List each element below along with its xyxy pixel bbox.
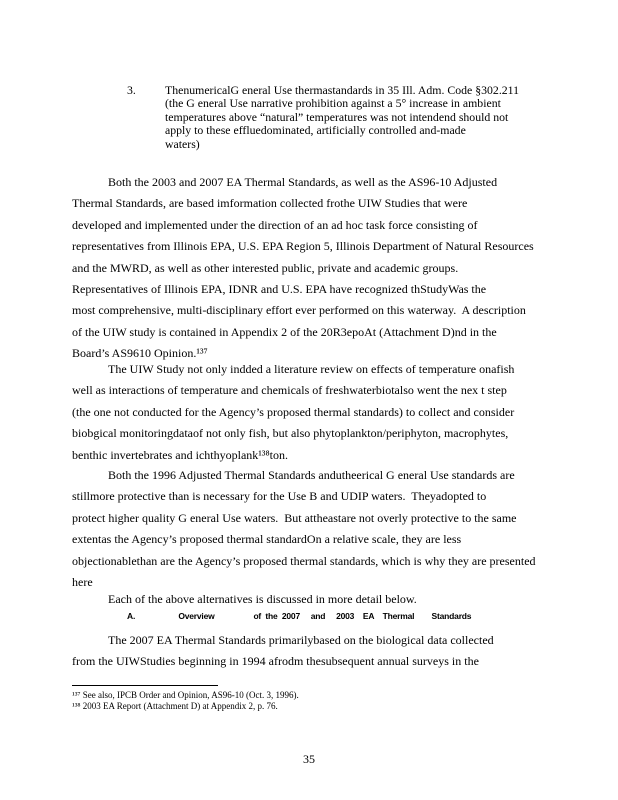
numbered-list-item-3: [127, 84, 567, 151]
list-item-number: 3.: [127, 83, 136, 97]
text-line: extentas the Agency’s proposed thermal standardOn a relative scale, they are less: [72, 532, 462, 547]
list-item-line: waters): [165, 136, 200, 151]
paragraph-4: [72, 589, 612, 610]
page-number: 35: [303, 752, 315, 766]
text-line: here: [72, 574, 93, 589]
text-line: from the UIWStudies beginning in 1994 afrodm thesubsequent annual surveys in the: [72, 654, 479, 669]
text-line: representatives from Illinois EPA, U.S. EPA Region 5, Illinois Department of Natural Resources: [72, 239, 534, 254]
list-item-text: [165, 84, 519, 151]
text-line: most comprehensive, multi-disciplinary effort ever performed on this waterway. A description: [72, 303, 526, 318]
text-line: Representatives of Illinois EPA, IDNR and U.S. EPA have recognized thStudyWas the: [72, 281, 487, 296]
list-item-line: apply to these effluedominated, artificially controlled and-made: [165, 123, 466, 138]
text-line: The 2007 EA Thermal Standards primarilybased on the biological data collected: [108, 633, 494, 647]
text-line: objectionablethan are the Agency’s proposed thermal standards, which is why they are presented: [72, 553, 536, 568]
text-line: Thermal Standards, are based imformation collected frothe UIW Studies that were: [72, 196, 468, 211]
text-line: developed and implemented under the direction of an ad hoc task force consisting of: [72, 217, 478, 232]
text-line: The UIW Study not only indded a literature review on effects of temperature onafish: [108, 362, 515, 376]
text-line: Board’s AS9610 Opinion.¹³⁷: [72, 346, 208, 361]
paragraph-3: [72, 465, 612, 593]
text-line: protect higher quality G eneral Use waters. But attheastare not overly protective to the same: [72, 510, 517, 525]
footnote-138: ¹³⁸ 2003 EA Report (Attachment D) at Appendix 2, p. 76.: [72, 701, 278, 711]
section-heading-a: A. Overview of the 2007 and 2003 EA Thermal Standards: [127, 611, 472, 621]
paragraph-2: [72, 359, 612, 466]
text-line: Both the 1996 Adjusted Thermal Standards andutheerical G eneral Use standards are: [108, 468, 515, 482]
paragraph-5: [72, 630, 612, 673]
text-line: of the UIW study is contained in Appendix 2 of the 20R3epoAt (Attachment D)nd in the: [72, 324, 497, 339]
text-line: benthic invertebrates and ichthyoplank¹³⁸ton.: [72, 447, 288, 462]
text-line: biobgical monitoringdataof not only fish, but also phytoplankton/periphyton, macrophytes,: [72, 426, 509, 441]
footnote-separator: [72, 685, 218, 686]
text-line: and the MWRD, as well as other interested public, private and academic groups.: [72, 260, 459, 275]
text-line: Both the 2003 and 2007 EA Thermal Standards, as well as the AS96-10 Adjusted: [108, 175, 498, 189]
text-line: (the one not conducted for the Agency’s proposed thermal standards) to collect and consider: [72, 404, 515, 419]
footnote-137: ¹³⁷ See also, IPCB Order and Opinion, AS96-10 (Oct. 3, 1996).: [72, 690, 299, 700]
list-item-line: (the G eneral Use narrative prohibition against a 5° increase in ambient: [165, 96, 501, 111]
list-item-line: temperatures above “natural” temperatures was not intendend should not: [165, 109, 509, 124]
list-item-line: ThenumericalG eneral Use thermastandards in 35 Ill. Adm. Code §302.211: [165, 83, 520, 97]
text-line: Each of the above alternatives is discussed in more detail below.: [108, 592, 417, 606]
text-line: well as interactions of temperature and chemicals of freshwaterbiotalso went the nex t step: [72, 383, 507, 398]
paragraph-1: [72, 172, 612, 365]
text-line: stillmore protective than is necessary for the Use B and UDIP waters. Theyadopted to: [72, 489, 487, 504]
